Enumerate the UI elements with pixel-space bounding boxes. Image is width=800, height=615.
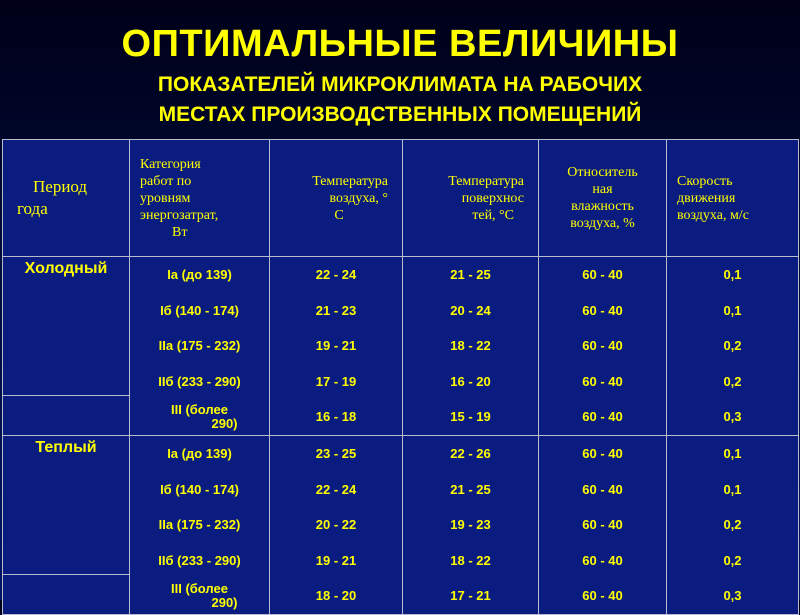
header-air-temperature: Температура воздуха, ° С: [270, 140, 403, 257]
header-category: Категория работ по уровням энергозатрат, Вт: [130, 140, 270, 257]
surface-temperature-cell: 22 - 26 21 - 25 19 - 23 18 - 22 17 - 21: [403, 435, 539, 614]
slide-title: [0, 0, 800, 140]
category-cell: Iа (до 139) Iб (140 - 174) IIа (175 - 232) IIб (233 - 290) III (более 290): [130, 435, 270, 614]
period-name: Теплый: [35, 438, 97, 456]
table-header-row: [3, 140, 799, 257]
header-humidity: Относитель ная влажность воздуха, %: [539, 140, 667, 257]
surface-temperature-cell: 21 - 25 20 - 24 18 - 22 16 - 20 15 - 19: [403, 257, 539, 436]
period-cold: [3, 257, 130, 436]
title-main: ОПТИМАЛЬНЫЕ ВЕЛИЧИНЫ: [121, 23, 679, 65]
header-air-speed: Скорость движения воздуха, м/с: [667, 140, 799, 257]
period-warm: [3, 435, 130, 614]
air-speed-cell: 0,1 0,1 0,2 0,2 0,3: [667, 257, 799, 436]
header-period: Период года: [3, 140, 130, 257]
table-row-warm: [3, 435, 799, 614]
title-line-3: МЕСТАХ ПРОИЗВОДСТВЕННЫХ ПОМЕЩЕНИЙ: [158, 103, 642, 126]
air-speed-cell: 0,1 0,1 0,2 0,2 0,3: [667, 435, 799, 614]
microclimate-table: [2, 139, 799, 615]
air-temperature-cell: 23 - 25 22 - 24 20 - 22 19 - 21 18 - 20: [270, 435, 403, 614]
humidity-cell: 60 - 40 60 - 40 60 - 40 60 - 40 60 - 40: [539, 435, 667, 614]
humidity-cell: 60 - 40 60 - 40 60 - 40 60 - 40 60 - 40: [539, 257, 667, 436]
title-line-2: ПОКАЗАТЕЛЕЙ МИКРОКЛИМАТА НА РАБОЧИХ: [157, 73, 643, 96]
air-temperature-cell: 22 - 24 21 - 23 19 - 21 17 - 19 16 - 18: [270, 257, 403, 436]
header-surface-temperature: Температура поверхнос тей, °С: [403, 140, 539, 257]
table-row-cold: [3, 257, 799, 436]
period-name: Холодный: [24, 260, 108, 277]
category-cell: Iа (до 139) Iб (140 - 174) IIа (175 - 232) IIб (233 - 290) III (более 290): [130, 257, 270, 436]
